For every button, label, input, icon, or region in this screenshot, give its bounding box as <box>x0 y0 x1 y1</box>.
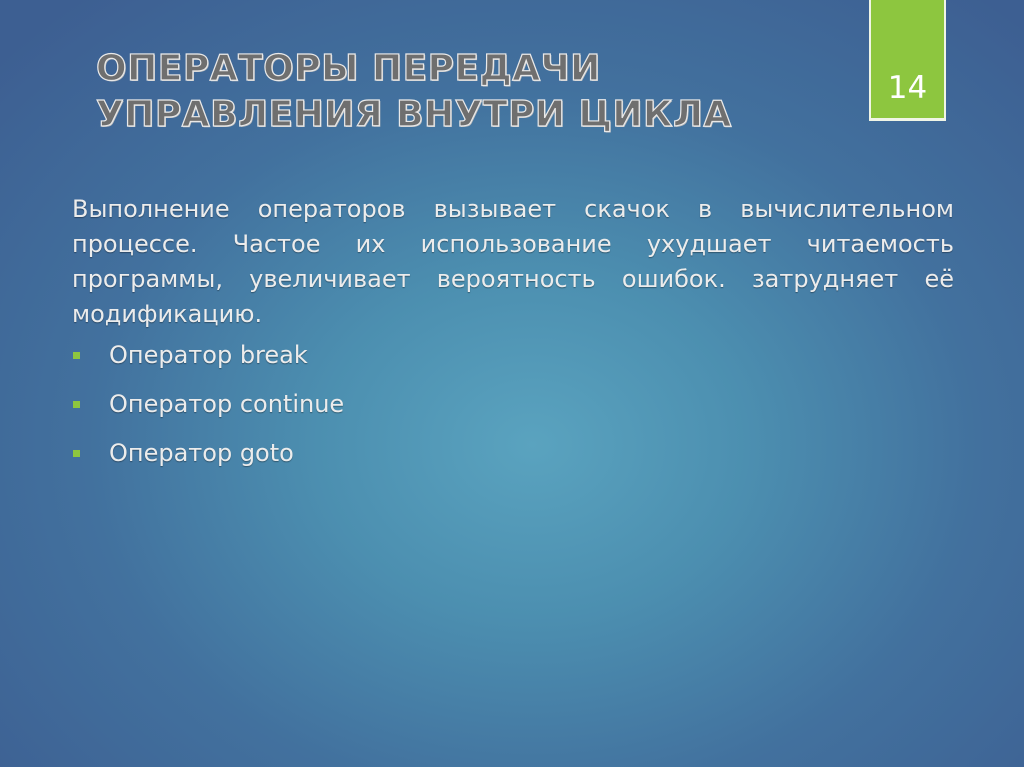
body-paragraph: Выполнение операторов вызывает скачок в вычислительном процессе. Частое их использование ухудшает читаемость программы, увеличивает вероятность ошибок. затрудняет её модификацию. <box>72 195 954 328</box>
bullet-text: Оператор break <box>109 341 308 369</box>
bullet-list <box>72 338 954 485</box>
slide-title-line-2: УПРАВЛЕНИЯ ВНУТРИ ЦИКЛА <box>96 94 732 135</box>
page-number-badge <box>869 0 946 121</box>
bullet-item-goto <box>72 436 954 485</box>
slide-body <box>72 192 954 485</box>
square-bullet-icon <box>73 401 80 408</box>
bullet-item-continue <box>72 387 954 436</box>
bullet-text: Оператор goto <box>109 439 294 467</box>
page-number: 14 <box>887 70 928 106</box>
bullet-text: Оператор continue <box>109 390 345 418</box>
slide-title <box>96 46 796 138</box>
square-bullet-icon <box>73 450 80 457</box>
slide-title-line-1: ОПЕРАТОРЫ ПЕРЕДАЧИ <box>96 48 601 89</box>
square-bullet-icon <box>73 352 80 359</box>
bullet-item-break <box>72 338 954 387</box>
